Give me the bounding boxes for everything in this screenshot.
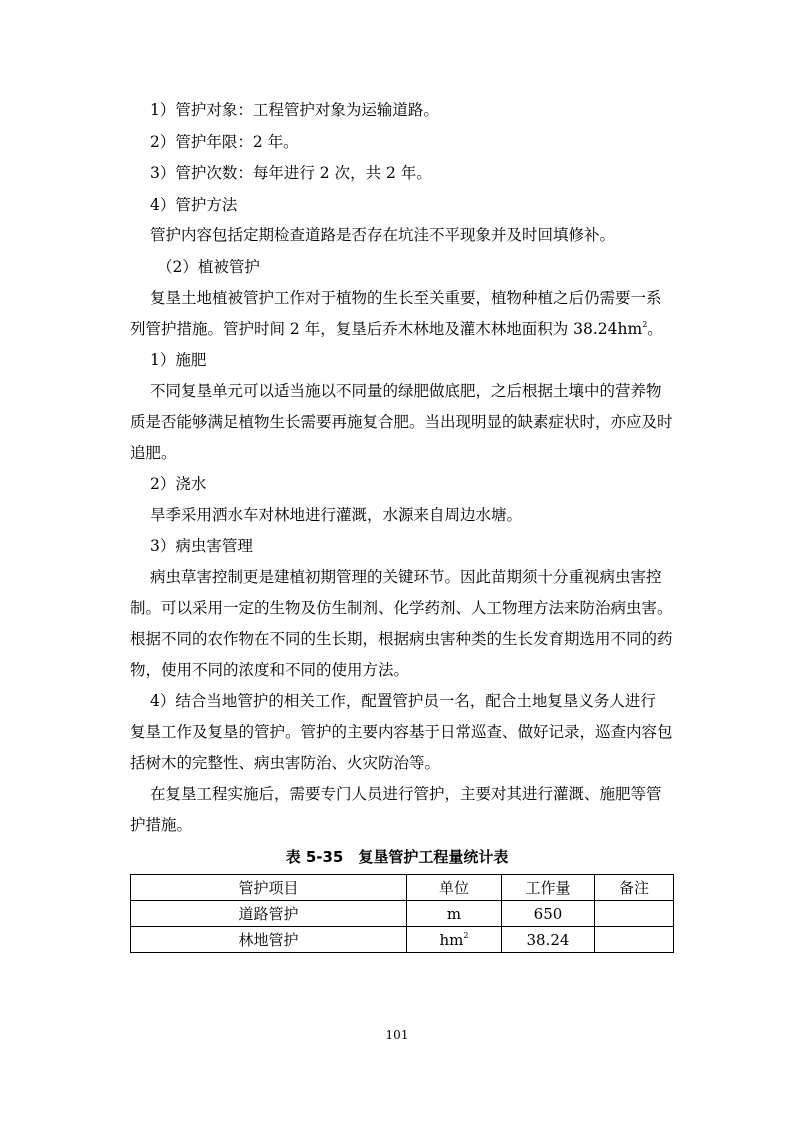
text-line: 病虫草害控制更是建植初期管理的关键环节。因此苗期须十分重视病虫害控	[150, 568, 662, 586]
text-line: 4）管护方法	[150, 196, 238, 214]
superscript: 2	[463, 930, 469, 940]
text-line: 在复垦工程实施后，需要专门人员进行管护，主要对其进行灌溉、施肥等管	[150, 785, 662, 803]
text-line: 3）管护次数：每年进行 2 次，共 2 年。	[150, 164, 432, 182]
text-line: 2）浇水	[150, 475, 207, 493]
text-segment: 。	[647, 320, 663, 338]
text-line: 不同复垦单元可以适当施以不同量的绿肥做底肥，之后根据土壤中的营养物	[150, 382, 662, 400]
text-segment: 列管护措施。管护时间 2 年，复垦后乔木林地及灌木林地面积为 38.24hm	[130, 320, 643, 338]
table-caption: 表 5-35 复垦管护工程量统计表	[285, 848, 509, 866]
text-line: 4）结合当地管护的相关工作，配置管护员一名，配合土地复垦义务人进行	[150, 692, 656, 710]
table-cell: 650	[502, 901, 595, 927]
table-cell	[407, 927, 502, 953]
text-line: 管护内容包括定期检查道路是否存在坑洼不平现象并及时回填修补。	[150, 226, 616, 244]
superscript: 2	[642, 319, 648, 329]
text-line: 复垦工作及复垦的管护。管护的主要内容基于日常巡查、做好记录，巡查内容包	[130, 723, 673, 741]
unit-text: m	[446, 904, 462, 923]
text-line: 质是否能够满足植物生长需要再施复合肥。当出现明显的缺素症状时，亦应及时	[130, 413, 673, 431]
header-cell: 管护项目	[131, 875, 407, 901]
text-line: 物，使用不同的浓度和不同的使用方法。	[130, 661, 410, 679]
table-cell: 38.24	[502, 927, 595, 953]
text-line: 追肥。	[130, 444, 177, 462]
table-cell: 道路管护	[131, 901, 407, 927]
table-cell	[595, 901, 674, 927]
table-row	[131, 927, 674, 953]
header-cell: 备注	[595, 875, 674, 901]
quantity-table	[130, 874, 674, 953]
table-cell: 林地管护	[131, 927, 407, 953]
table-cell	[595, 927, 674, 953]
page-number: 101	[385, 1028, 409, 1042]
text-line: 根据不同的农作物在不同的生长期，根据病虫害种类的生长发育期选用不同的药	[130, 630, 673, 648]
text-line: 1）施肥	[150, 351, 207, 369]
section-heading: （2）植被管护	[157, 258, 260, 276]
header-cell: 工作量	[502, 875, 595, 901]
table-row	[131, 901, 674, 927]
text-line: 3）病虫害管理	[150, 537, 253, 555]
text-line: 1）管护对象：工程管护对象为运输道路。	[150, 101, 439, 119]
text-line: 护措施。	[130, 816, 193, 834]
text-line: 旱季采用洒水车对林地进行灌溉，水源来自周边水塘。	[150, 506, 523, 524]
unit-text: hm	[439, 930, 464, 949]
table-cell	[407, 901, 502, 927]
text-line	[130, 317, 794, 339]
header-cell: 单位	[407, 875, 502, 901]
text-line: 复垦土地植被管护工作对于植物的生长至关重要，植物种植之后仍需要一系	[150, 289, 662, 307]
text-line: 括树木的完整性、病虫害防治、火灾防治等。	[130, 754, 441, 772]
text-line: 2）管护年限：2 年。	[150, 133, 299, 151]
text-line: 制。可以采用一定的生物及仿生制剂、化学药剂、人工物理方法来防治病虫害。	[130, 599, 673, 617]
table-header-row	[131, 875, 674, 901]
